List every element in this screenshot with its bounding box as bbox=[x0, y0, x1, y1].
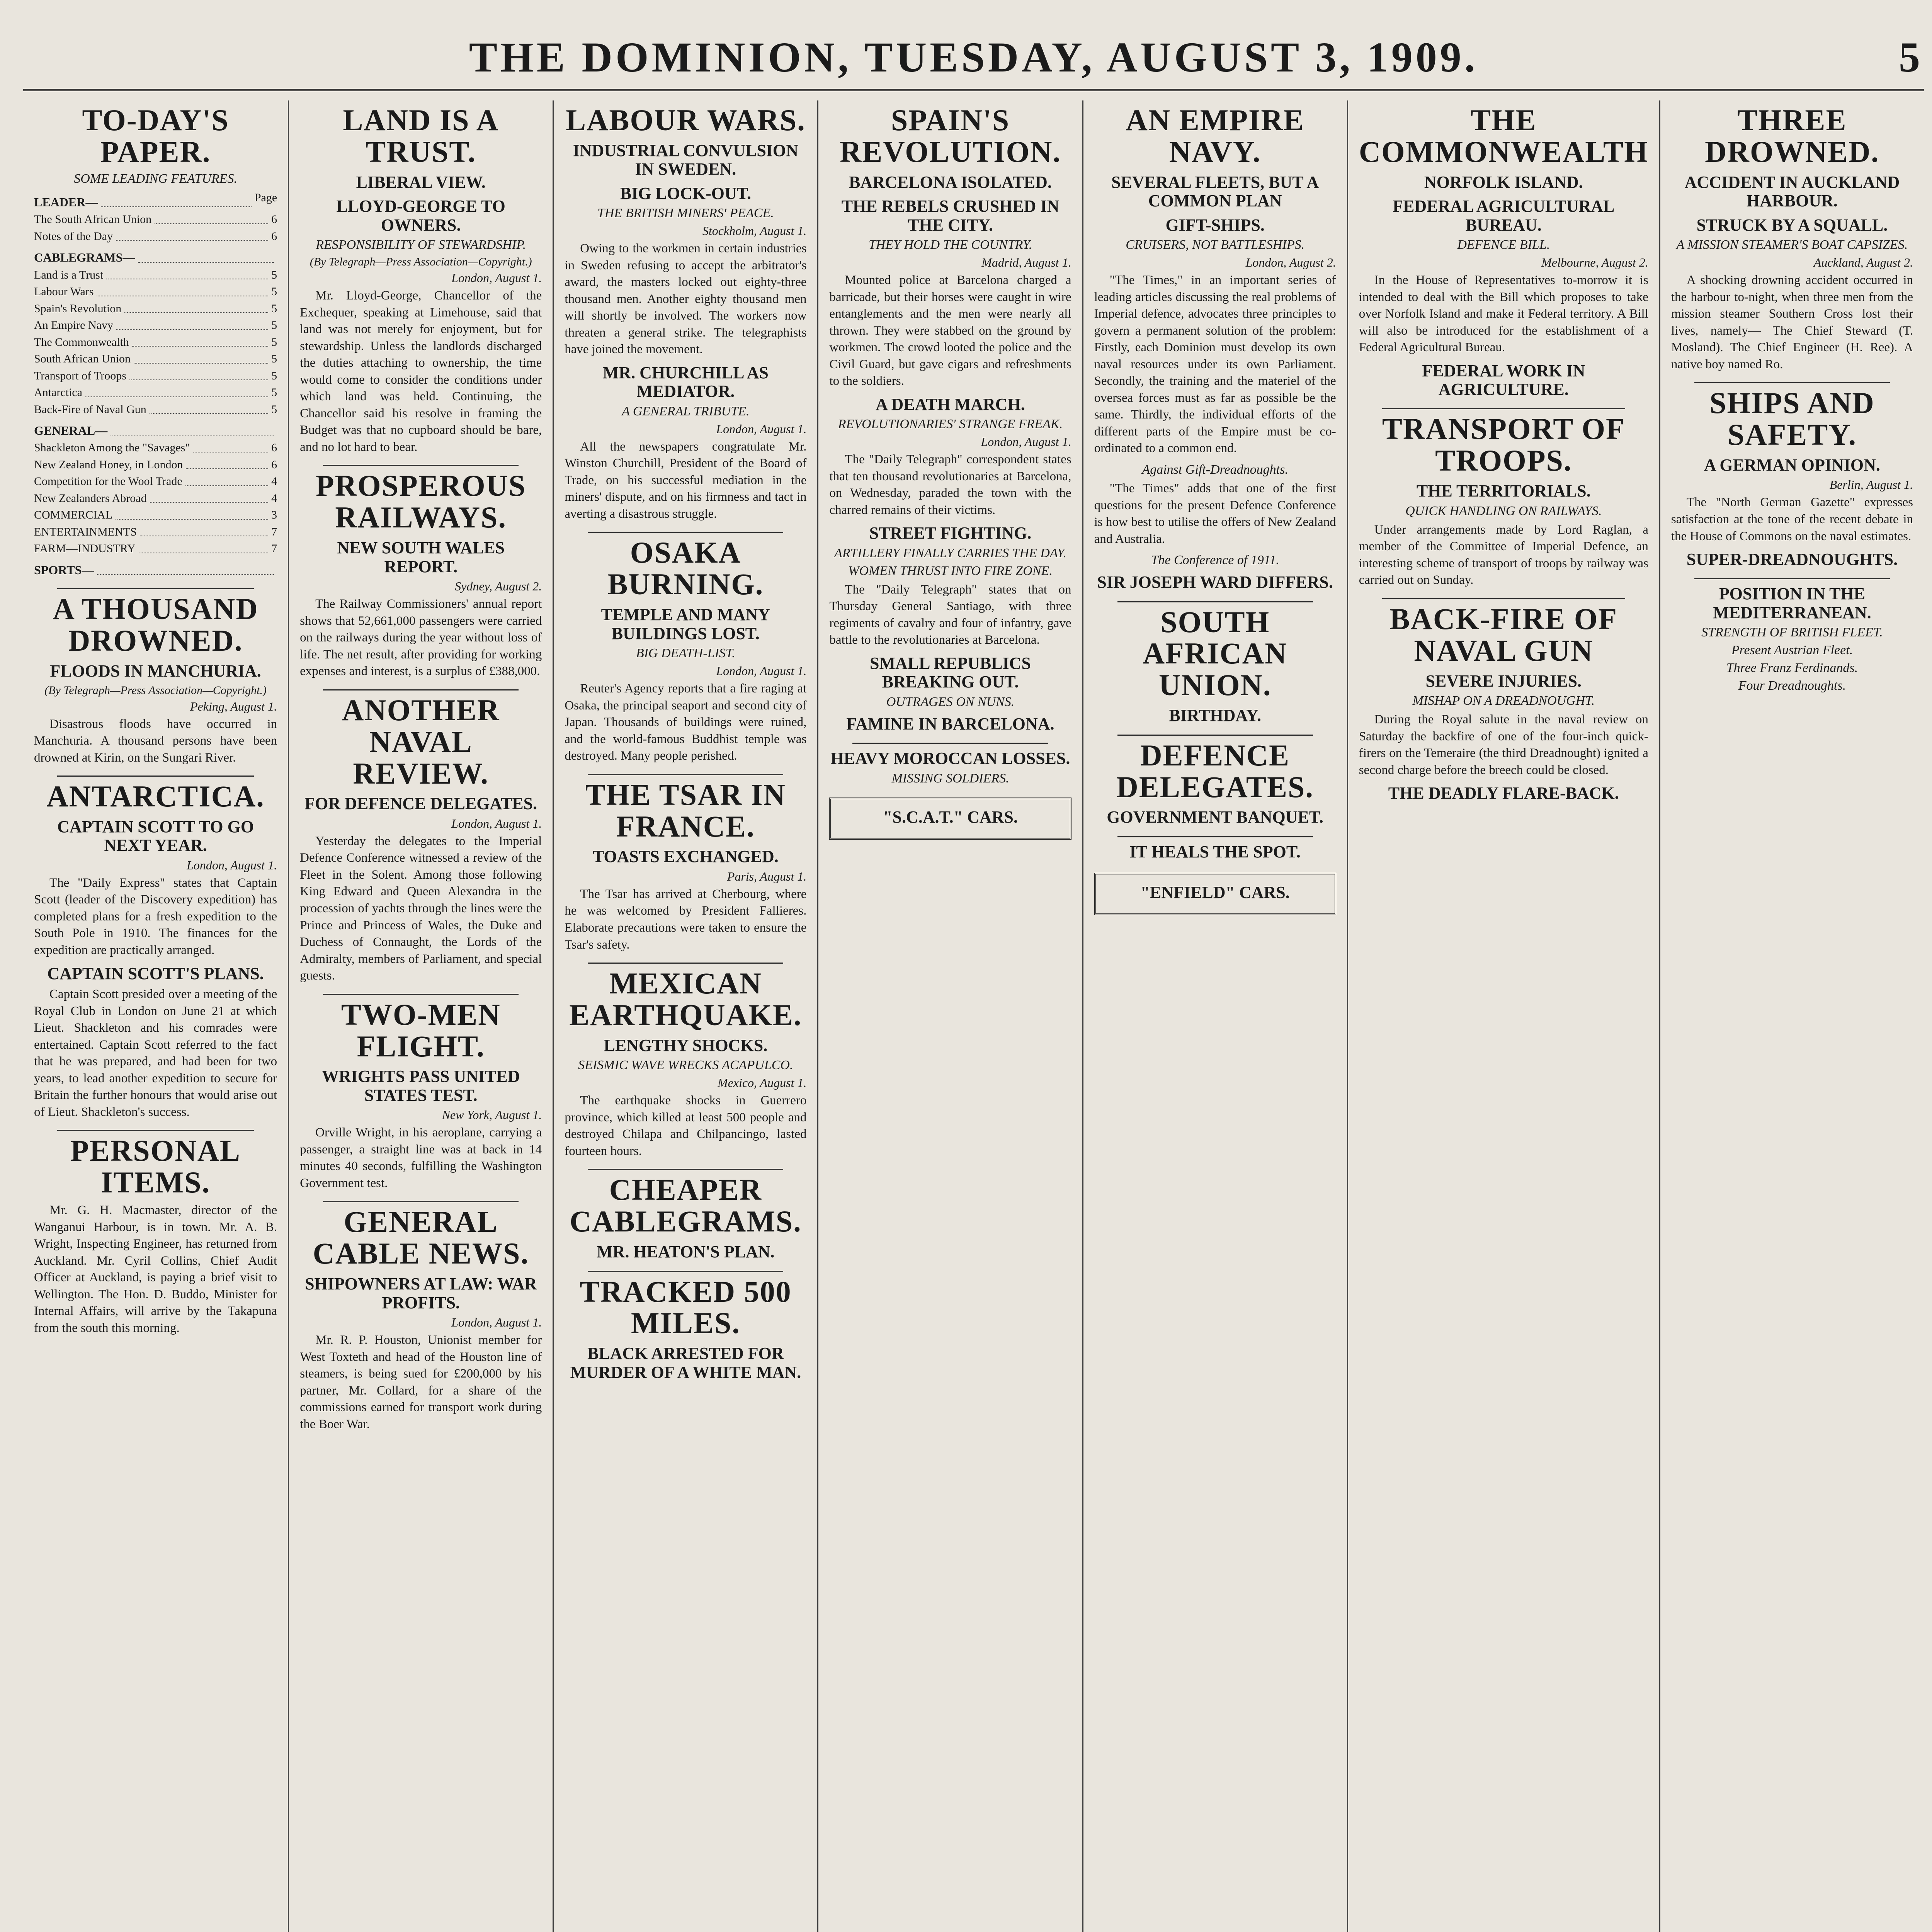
article-body: "The Times," in an important series of leading articles discussing the real problems of Imperial defence, advocates three principles to govern a permanent solution of the problem: Firstly, each Dominion must develop its own naval resources under its own Parliament. Secondly, the training and the materiel of the oversea forces must as far as possible be the same. Thirdly, the individual efforts of the different parts of the Empire must be co-ordinated to a common end. bbox=[1094, 273, 1336, 456]
contents-page: 5 bbox=[271, 268, 277, 281]
subheading: BLACK ARRESTED FOR MURDER OF A WHITE MAN. bbox=[570, 1344, 801, 1382]
subheading: STREET FIGHTING. bbox=[869, 524, 1032, 543]
flight-heading: TWO-MEN FLIGHT. bbox=[341, 997, 501, 1063]
article-body: The "Daily Express" states that Captain Scott (leader of the Discovery expedition) has completed plans for a fresh expedition to the South Pole in 1910. The finances for the expedition are practically arranged. bbox=[34, 876, 277, 957]
article-body: A shocking drowning accident occurred in the harbour to-night, when three men from the mission steamer Southern Cross lost their lives, namely— The Chief Steward (T. Mosland). The Chief Engineer (H. Ree). A native boy named Ro. bbox=[1671, 273, 1913, 371]
subheading: DEFENCE BILL. bbox=[1457, 237, 1550, 252]
leader-dots bbox=[150, 490, 269, 503]
subheading: QUICK HANDLING ON RAILWAYS. bbox=[1405, 503, 1602, 518]
antarctica-heading: ANTARCTICA. bbox=[46, 779, 265, 813]
dateline-place: London, August 1. bbox=[451, 270, 542, 285]
subheading: WRIGHTS PASS UNITED STATES TEST. bbox=[321, 1067, 520, 1105]
subheading: SEVERE INJURIES. bbox=[1425, 671, 1582, 690]
article-body: The Tsar has arrived at Cherbourg, where he was welcomed by President Fallieres. Elaborate precautions were taken to ensure the Tsar's safety. bbox=[565, 887, 807, 952]
subheading: Against Gift-Dreadnoughts. bbox=[1142, 462, 1288, 477]
subheading: NEW SOUTH WALES REPORT. bbox=[337, 538, 505, 576]
subheading: LENGTHY SHOCKS. bbox=[604, 1036, 768, 1055]
subheading: THE BRITISH MINERS' PEACE. bbox=[597, 206, 774, 221]
advert-title: "S.C.A.T." CARS. bbox=[883, 807, 1018, 827]
contents-label: Land is a Trust bbox=[34, 268, 104, 281]
subheading: BIG LOCK-OUT. bbox=[620, 184, 751, 203]
leader-dots bbox=[97, 283, 268, 296]
navy-heading: AN EMPIRE NAVY. bbox=[1126, 103, 1304, 168]
subheading: TEMPLE AND MANY BUILDINGS LOST. bbox=[601, 605, 770, 643]
contents-item bbox=[34, 283, 277, 300]
subheading: OUTRAGES ON NUNS. bbox=[886, 694, 1015, 709]
subheading: FOR DEFENCE DELEGATES. bbox=[304, 794, 537, 813]
subheading: INDUSTRIAL CONVULSION IN SWEDEN. bbox=[573, 141, 798, 179]
contents-label: The Commonwealth bbox=[34, 335, 129, 349]
subheading: A GENERAL TRIBUTE. bbox=[622, 404, 750, 418]
article-body: "The Times" adds that one of the first questions for the present Defence Conference is how best to utilise the offers of New Zealand and Australia. bbox=[1094, 481, 1336, 546]
advert-title: "ENFIELD" CARS. bbox=[1140, 883, 1290, 902]
contents-page: 4 bbox=[271, 492, 277, 505]
subheading: TOASTS EXCHANGED. bbox=[592, 847, 779, 866]
spain-heading: SPAIN'S REVOLUTION. bbox=[839, 103, 1061, 168]
contents-label: Shackleton Among the "Savages" bbox=[34, 441, 190, 454]
article-body: The Railway Commissioners' annual report shows that 52,661,000 passengers were carried on the railways during the year without loss of life. The net result, after providing for working expenses and interest, is a surplus of £388,000. bbox=[300, 597, 542, 679]
article-body: Yesterday the delegates to the Imperial Defence Conference witnessed a review of the Fleet in the Solent. Among those following King Edward and Queen Alexandra in the procession of yachts through the lines were the Prince and Princess of Wales, the Duke and Duchess of Connaught, the Lords of the Admiralty, members of Parliament, and special guests. bbox=[300, 834, 542, 983]
contents-label: An Empire Navy bbox=[34, 319, 113, 332]
article-body: Mounted police at Barcelona charged a barricade, but their horses were caught in wire entanglements and the men were nearly all thrown. They were stabbed on the ground by workmen. The crowd looted the police and the Civil Guard, but gave cigars and refreshments to the soldiers. bbox=[829, 273, 1071, 388]
article-body: Owing to the workmen in certain industries in Sweden refusing to accept the arbitrator's award, the masters locked out eighty-three thousand men. Another eighty thousand men will shortly be involved. The workers now threaten a general strike. The telegraphists have joined the movement. bbox=[565, 242, 807, 357]
antarctica-sub: CAPTAIN SCOTT TO GO NEXT YEAR. bbox=[57, 817, 254, 855]
subheading: The Conference of 1911. bbox=[1151, 553, 1279, 568]
subheading: RESPONSIBILITY OF STEWARDSHIP. bbox=[316, 237, 526, 252]
contents-label: New Zealand Honey, in London bbox=[34, 458, 183, 471]
contents-item bbox=[34, 317, 277, 334]
contents-item bbox=[34, 456, 277, 473]
leader-dots bbox=[124, 300, 268, 313]
contents-label: Antarctica bbox=[34, 386, 82, 399]
leader-dots bbox=[116, 507, 268, 520]
contents-item bbox=[34, 490, 277, 507]
dateline-place: Mexico, August 1. bbox=[717, 1076, 807, 1090]
article-body: Mr. G. H. Macmaster, director of the Wanganui Harbour, is in town. Mr. A. B. Wright, Inspecting Engineer, has returned from Auckland. Mr. Cyril Collins, Chief Audit Officer at Auckland, is paying a brief visit to Wellington. The Hon. D. Buddo, Minister for Internal Affairs, will arrive by the Takapuna from the south this morning. bbox=[34, 1203, 277, 1335]
ships-heading: SHIPS AND SAFETY. bbox=[1709, 386, 1875, 452]
contents-label: Competition for the Wool Trade bbox=[34, 475, 182, 488]
article-body: All the newspapers congratulate Mr. Winston Churchill, President of the Board of Trade, on his successful mediation in the miners' dispute, and on his firmness and tact in averting a disastrous struggle. bbox=[565, 439, 807, 521]
dateline-place: Madrid, August 1. bbox=[981, 255, 1071, 269]
contents-page: 5 bbox=[271, 302, 277, 315]
article-body: Under arrangements made by Lord Raglan, a member of the Committee of Imperial Defence, an interesting scheme of transport of troops by railway was carried out on Sunday. bbox=[1359, 522, 1648, 587]
rail-heading: PROSPEROUS RAILWAYS. bbox=[316, 469, 526, 534]
leader-dots bbox=[185, 473, 268, 486]
contents-page: 5 bbox=[271, 335, 277, 349]
subheading: STRENGTH OF BRITISH FLEET. bbox=[1701, 625, 1883, 640]
cable-heading: GENERAL CABLE NEWS. bbox=[313, 1205, 529, 1270]
contents-page: 3 bbox=[271, 509, 277, 522]
credit: (By Telegraph—Press Association—Copyright.) bbox=[310, 255, 532, 268]
subheading: MR. CHURCHILL AS MEDIATOR. bbox=[602, 363, 769, 401]
contents-item bbox=[34, 267, 277, 284]
subheading: MR. HEATON'S PLAN. bbox=[597, 1242, 775, 1262]
contents-label: The South African Union bbox=[34, 213, 152, 226]
column-spain bbox=[817, 100, 1082, 1932]
contents-item bbox=[34, 540, 277, 557]
leader-dots bbox=[116, 317, 268, 330]
dateline-place: Sydney, August 2. bbox=[455, 579, 542, 593]
subheading: SEVERAL FLEETS, BUT A COMMON PLAN bbox=[1111, 172, 1319, 211]
subheading: A DEATH MARCH. bbox=[876, 395, 1025, 414]
subheading: Three Franz Ferdinands. bbox=[1726, 661, 1858, 675]
leader-dots bbox=[139, 540, 268, 553]
leader-dots bbox=[150, 401, 268, 414]
dateline-place: London, August 1. bbox=[187, 858, 277, 872]
thousand-heading: A THOUSAND DROWNED. bbox=[53, 592, 259, 658]
defence-heading: DEFENCE DELEGATES. bbox=[1116, 738, 1314, 804]
contents-item bbox=[34, 507, 277, 524]
contents-item bbox=[34, 228, 277, 245]
column-labour bbox=[553, 100, 817, 1932]
dateline-place: London, August 1. bbox=[451, 816, 542, 830]
subheading: HEAVY MOROCCAN LOSSES. bbox=[830, 749, 1070, 768]
contents-page: 5 bbox=[271, 386, 277, 399]
subheading: FEDERAL AGRICULTURAL BUREAU. bbox=[1393, 197, 1615, 235]
subheading: Four Dreadnoughts. bbox=[1738, 679, 1846, 693]
contents-page: 7 bbox=[271, 525, 277, 538]
leader-dots bbox=[111, 418, 274, 435]
masthead bbox=[23, 23, 1924, 91]
contents-list bbox=[34, 189, 277, 579]
dateline-place: Auckland, August 2. bbox=[1813, 255, 1913, 269]
article-body: The earthquake shocks in Guerrero province, which killed at least 500 people and destroyed Chilapa and Chilpancingo, lasted fourteen hours. bbox=[565, 1094, 807, 1158]
subheading: THE TERRITORIALS. bbox=[1416, 481, 1591, 501]
contents-page: 6 bbox=[271, 458, 277, 471]
contents-label: Spain's Revolution bbox=[34, 302, 122, 315]
contents-item bbox=[34, 557, 277, 579]
contents-label: GENERAL— bbox=[34, 423, 108, 438]
leader-dots bbox=[85, 384, 268, 397]
column-drowned bbox=[1659, 100, 1924, 1932]
leader-dots bbox=[140, 524, 268, 537]
contents-page: 5 bbox=[271, 285, 277, 298]
contents-page: 4 bbox=[271, 475, 277, 488]
subheading: FEDERAL WORK IN AGRICULTURE. bbox=[1422, 361, 1585, 399]
contents-label: SPORTS— bbox=[34, 563, 94, 577]
subheading: BIG DEATH-LIST. bbox=[636, 646, 735, 660]
labour-heading: LABOUR WARS. bbox=[566, 103, 806, 137]
subheading: A GERMAN OPINION. bbox=[1704, 456, 1880, 475]
contents-label: LEADER— bbox=[34, 195, 98, 209]
page-columns bbox=[23, 100, 1924, 1932]
article-body: The "North German Gazette" expresses satisfaction at the tone of the recent debate in the House of Commons on the naval estimates. bbox=[1671, 495, 1913, 543]
dateline-place: London, August 1. bbox=[716, 422, 807, 436]
contents-heading: TO-DAY'S PAPER. bbox=[82, 103, 229, 168]
contents-item bbox=[34, 439, 277, 456]
article-body: Disastrous floods have occurred in Manchuria. A thousand persons have been drowned at Kirin, on the Sungari River. bbox=[34, 717, 277, 765]
article-body: Mr. Lloyd-George, Chancellor of the Exchequer, speaking at Limehouse, said that land was not merely for enjoyment, but for stewardship. Unless the landlords discharged the duties attaching to ownership, the time would come to consider the conditions under which land was held. Continuing, the Chancellor said his resolve in framing the Budget was that no cupboard should be bare, and no lot hard to bear. bbox=[300, 288, 542, 454]
leader-dots bbox=[97, 557, 274, 575]
dateline-place: Peking, August 1. bbox=[190, 699, 277, 713]
features-title: SOME LEADING FEATURES. bbox=[74, 171, 237, 186]
newspaper-title: THE DOMINION, TUESDAY, AUGUST 3, 1909. bbox=[469, 34, 1478, 81]
subheading: SMALL REPUBLICS BREAKING OUT. bbox=[870, 653, 1031, 692]
article-body: Mr. R. P. Houston, Unionist member for West Toxteth and head of the Houston line of steamers, is being sued for £200,000 by his partner, Mr. Collard, for a share of the commissions earned for transport work during the Boer War. bbox=[300, 1333, 542, 1431]
contents-label: Notes of the Day bbox=[34, 230, 113, 243]
contents-label: Back-Fire of Naval Gun bbox=[34, 403, 146, 416]
personal-heading: PERSONAL ITEMS. bbox=[70, 1134, 241, 1199]
article-body: Orville Wright, in his aeroplane, carrying a passenger, a straight line was at back in 14 minutes 40 seconds, fulfilling the Washington Government test. bbox=[300, 1126, 542, 1190]
subheading: GIFT-SHIPS. bbox=[1165, 215, 1265, 235]
subheading: NORFOLK ISLAND. bbox=[1424, 172, 1583, 192]
subheading: WOMEN THRUST INTO FIRE ZONE. bbox=[848, 563, 1053, 578]
column-land bbox=[288, 100, 553, 1932]
drowned-heading: THREE DROWNED. bbox=[1705, 103, 1879, 168]
subheading: LIBERAL VIEW. bbox=[356, 172, 486, 192]
dateline-place: London, August 1. bbox=[451, 1315, 542, 1330]
contents-item bbox=[34, 211, 277, 228]
dateline-place: Melbourne, August 2. bbox=[1541, 255, 1648, 269]
leader-dots bbox=[155, 211, 268, 224]
land-heading: LAND IS A TRUST. bbox=[343, 103, 499, 168]
contents-label: New Zealanders Abroad bbox=[34, 492, 147, 505]
thousand-sub: FLOODS IN MANCHURIA. bbox=[50, 662, 261, 681]
contents-page: 5 bbox=[271, 352, 277, 366]
article-body: The "Daily Telegraph" states that on Thursday General Santiago, with three regiments of cavalry and four of infantry, gave battle to the revolutionaries at Barcelona. bbox=[829, 582, 1071, 647]
advert bbox=[829, 798, 1071, 840]
subheading: THE DEADLY FLARE-BACK. bbox=[1388, 784, 1619, 803]
contents-page: 6 bbox=[271, 230, 277, 243]
contents-page: Page bbox=[254, 191, 277, 204]
subheading: MISSING SOLDIERS. bbox=[891, 771, 1009, 786]
subheading: BARCELONA ISOLATED. bbox=[849, 172, 1052, 192]
article-body: Captain Scott presided over a meeting of the Royal Club in London on June 21 at which Lieut. Shackleton and his comrades were entertained. Captain Scott referred to the fact that he was prepared, and had been for two years, to lead another expedition to secure for Britain the further honours that would arise out of Lieut. Shackleton's success. bbox=[34, 987, 277, 1119]
column-navy bbox=[1082, 100, 1347, 1932]
article-body: Reuter's Agency reports that a fire raging at Osaka, the principal seaport and second city of Japan. Thousands of buildings were ruined, and the world-famous Buddhist temple was destroyed. Many people perished. bbox=[565, 681, 807, 763]
contents-item bbox=[34, 384, 277, 401]
commonwealth-heading: THE COMMONWEALTH bbox=[1359, 103, 1648, 168]
contents-page: 7 bbox=[271, 542, 277, 555]
mexico-heading: MEXICAN EARTHQUAKE. bbox=[569, 966, 802, 1032]
leader-dots bbox=[186, 456, 268, 469]
credit: (By Telegraph—Press Association—Copyright.) bbox=[44, 684, 267, 697]
column-commonwealth bbox=[1347, 100, 1659, 1932]
contents-item bbox=[34, 401, 277, 418]
contents-page: 6 bbox=[271, 441, 277, 454]
contents-label: COMMERCIAL bbox=[34, 509, 113, 522]
dateline-place: Paris, August 1. bbox=[727, 869, 807, 883]
subheading: STRUCK BY A SQUALL. bbox=[1696, 215, 1888, 235]
naval-heading: ANOTHER NAVAL REVIEW. bbox=[342, 693, 500, 790]
leader-dots bbox=[138, 245, 274, 262]
cheaper-heading: CHEAPER CABLEGRAMS. bbox=[570, 1173, 802, 1238]
article-body: In the House of Representatives to-morrow it is intended to deal with the Bill which proposes to take over Norfolk Island and make it Federal territory. A Bill will also be introduced for the establishment of a Federal Agricultural Bureau. bbox=[1359, 273, 1648, 355]
tracked-heading: TRACKED 500 MILES. bbox=[580, 1274, 792, 1340]
subheading: MISHAP ON A DREADNOUGHT. bbox=[1412, 694, 1595, 708]
contents-page: 5 bbox=[271, 319, 277, 332]
leader-dots bbox=[129, 367, 268, 381]
contents-item bbox=[34, 350, 277, 367]
dateline-place: New York, August 1. bbox=[442, 1108, 542, 1122]
leader-dots bbox=[116, 228, 268, 241]
page-number: 5 bbox=[1899, 34, 1920, 81]
subheading: BIRTHDAY. bbox=[1169, 706, 1261, 725]
subheading: GOVERNMENT BANQUET. bbox=[1107, 808, 1323, 827]
article-body: The "Daily Telegraph" correspondent states that ten thousand revolutionaries at Barcelona, on Wednesday, paraded the town with the charred remains of their victims. bbox=[829, 452, 1071, 517]
contents-label: ENTERTAINMENTS bbox=[34, 525, 137, 538]
contents-label: Labour Wars bbox=[34, 285, 94, 298]
osaka-heading: OSAKA BURNING. bbox=[607, 536, 764, 601]
dateline-place: London, August 2. bbox=[1245, 255, 1336, 269]
contents-item bbox=[34, 473, 277, 490]
contents-item bbox=[34, 524, 277, 541]
subheading: SEISMIC WAVE WRECKS ACAPULCO. bbox=[578, 1058, 793, 1073]
plans-heading: CAPTAIN SCOTT'S PLANS. bbox=[47, 964, 264, 983]
subheading: REVOLUTIONARIES' STRANGE FREAK. bbox=[838, 417, 1063, 432]
contents-item bbox=[34, 367, 277, 384]
subheading: SIR JOSEPH WARD DIFFERS. bbox=[1097, 573, 1333, 592]
dateline-place: London, August 1. bbox=[981, 435, 1071, 449]
article-body: During the Royal salute in the naval review on Saturday the backfire of one of the four-inch quick-firers on the Temeraire (the third Dreadnought) ignited a second charge before the breech could be closed. bbox=[1359, 713, 1648, 777]
dateline-place: London, August 1. bbox=[716, 663, 807, 678]
gun-heading: BACK-FIRE OF NAVAL GUN bbox=[1389, 602, 1618, 667]
contents-item bbox=[34, 418, 277, 439]
troops-heading: TRANSPORT OF TROOPS. bbox=[1382, 412, 1625, 478]
subheading: FAMINE IN BARCELONA. bbox=[846, 714, 1054, 733]
subheading: A MISSION STEAMER'S BOAT CAPSIZES. bbox=[1676, 237, 1908, 252]
subheading: THE REBELS CRUSHED IN THE CITY. bbox=[841, 197, 1060, 235]
tsar-heading: THE TSAR IN FRANCE. bbox=[585, 777, 786, 843]
sa-heading: SOUTH AFRICAN UNION. bbox=[1143, 605, 1287, 702]
subheading: POSITION IN THE MEDITERRANEAN. bbox=[1713, 584, 1871, 622]
subheading: ARTILLERY FINALLY CARRIES THE DAY. bbox=[834, 546, 1067, 560]
dateline-place: Berlin, August 1. bbox=[1829, 478, 1913, 492]
contents-label: CABLEGRAMS— bbox=[34, 250, 135, 265]
contents-item bbox=[34, 300, 277, 317]
contents-page: 5 bbox=[271, 403, 277, 416]
leader-dots bbox=[101, 189, 251, 207]
contents-label: South African Union bbox=[34, 352, 131, 366]
contents-label: Transport of Troops bbox=[34, 369, 126, 382]
advert bbox=[1094, 873, 1336, 915]
contents-item bbox=[34, 334, 277, 351]
leader-dots bbox=[132, 334, 268, 347]
contents-page: 5 bbox=[271, 369, 277, 382]
leader-dots bbox=[134, 350, 268, 364]
subheading: SHIPOWNERS AT LAW: WAR PROFITS. bbox=[305, 1274, 537, 1312]
leader-dots bbox=[193, 439, 269, 452]
contents-page: 6 bbox=[271, 213, 277, 226]
contents-item bbox=[34, 245, 277, 266]
leader-dots bbox=[106, 267, 268, 280]
column-contents bbox=[23, 100, 288, 1932]
dateline-place: Stockholm, August 1. bbox=[702, 224, 807, 238]
subheading: THEY HOLD THE COUNTRY. bbox=[868, 237, 1032, 252]
subheading: Present Austrian Fleet. bbox=[1731, 643, 1853, 658]
contents-item bbox=[34, 189, 277, 211]
subheading: ACCIDENT IN AUCKLAND HARBOUR. bbox=[1684, 172, 1900, 211]
subheading: LLOYD-GEORGE TO OWNERS. bbox=[336, 197, 505, 235]
subheading: CRUISERS, NOT BATTLESHIPS. bbox=[1126, 237, 1305, 252]
subheading: SUPER-DREADNOUGHTS. bbox=[1686, 550, 1898, 569]
subheading: IT HEALS THE SPOT. bbox=[1129, 842, 1301, 861]
contents-label: FARM—INDUSTRY bbox=[34, 542, 136, 555]
